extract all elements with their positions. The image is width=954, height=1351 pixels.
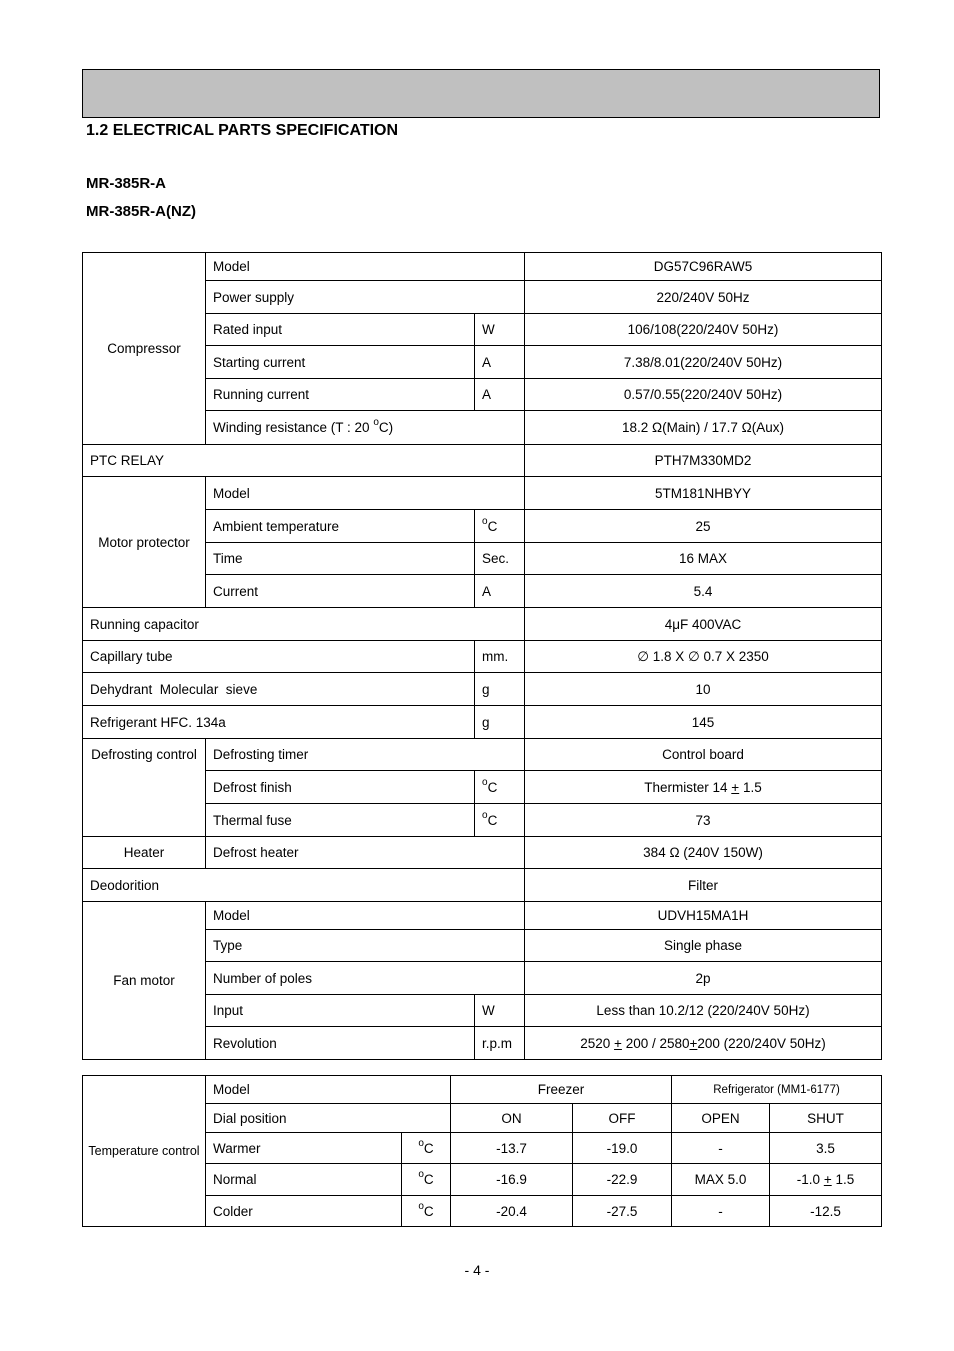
cell: MAX 5.0 — [672, 1164, 770, 1196]
row-label: Colder — [206, 1196, 402, 1227]
row-label: Number of poles — [206, 962, 525, 995]
row-label: Power supply — [206, 281, 525, 314]
cell: -19.0 — [573, 1133, 672, 1164]
row-value: Single phase — [525, 930, 882, 962]
cell: -1.0 + 1.5 — [770, 1164, 882, 1196]
row-label: Time — [206, 543, 475, 575]
row-value: 5TM181NHBYY — [525, 477, 882, 510]
table-row — [83, 253, 882, 281]
row-value: Control board — [525, 739, 882, 771]
row-label: Defrosting timer — [206, 739, 525, 771]
row-group-label: Defrosting control — [83, 739, 206, 837]
row-unit: W — [475, 314, 525, 346]
row-unit: $^o$C — [475, 804, 525, 837]
table-row — [83, 902, 882, 930]
row-group-label: Fan motor — [83, 902, 206, 1060]
table-row — [83, 641, 882, 673]
row-label: Deodorition — [83, 869, 525, 902]
row-label: Capillary tube — [83, 641, 475, 673]
cell: -20.4 — [451, 1196, 573, 1227]
row-label: Thermal fuse — [206, 804, 475, 837]
row-group-label: Heater — [83, 837, 206, 869]
table-row — [83, 445, 882, 477]
row-label: Model — [206, 253, 525, 281]
table-row — [83, 1076, 882, 1104]
row-unit: $^o$C — [402, 1164, 451, 1196]
row-unit: $^o$C — [475, 771, 525, 804]
row-label: Type — [206, 930, 525, 962]
row-value: 106/108(220/240V 50Hz) — [525, 314, 882, 346]
row-value: PTH7M330MD2 — [525, 445, 882, 477]
header-bar — [82, 69, 880, 118]
row-label: Normal — [206, 1164, 402, 1196]
row-label: Warmer — [206, 1133, 402, 1164]
row-group-label: Temperature control — [83, 1076, 206, 1227]
row-value: 384 Ω (240V 150W) — [525, 837, 882, 869]
column-header: Freezer — [451, 1076, 672, 1104]
row-unit: $^o$C — [402, 1133, 451, 1164]
column-header: Refrigerator (MM1-6177) — [672, 1076, 882, 1104]
table-row — [83, 477, 882, 510]
cell: - — [672, 1196, 770, 1227]
row-unit: W — [475, 995, 525, 1027]
cell: -27.5 — [573, 1196, 672, 1227]
row-label: Revolution — [206, 1027, 475, 1060]
cell: -22.9 — [573, 1164, 672, 1196]
row-label: Running capacitor — [83, 608, 525, 641]
row-label: PTC RELAY — [83, 445, 525, 477]
row-label: Current — [206, 575, 475, 608]
table-row — [83, 608, 882, 641]
row-value: ∅ 1.8 X ∅ 0.7 X 2350 — [525, 641, 882, 673]
page-number: - 4 - — [464, 1262, 490, 1278]
row-value: 2p — [525, 962, 882, 995]
row-label: Rated input — [206, 314, 475, 346]
row-label: Defrost heater — [206, 837, 525, 869]
row-unit: g — [475, 706, 525, 739]
row-label: Dehydrant Molecular sieve — [83, 673, 475, 706]
temperature-control-table — [82, 1075, 882, 1227]
row-group-label: Compressor — [83, 253, 206, 445]
cell: 3.5 — [770, 1133, 882, 1164]
table-row — [83, 869, 882, 902]
row-value: 7.38/8.01(220/240V 50Hz) — [525, 346, 882, 379]
row-label: Defrost finish — [206, 771, 475, 804]
row-label: Input — [206, 995, 475, 1027]
row-value: 16 MAX — [525, 543, 882, 575]
model-name: MR-385R-A(NZ) — [86, 203, 196, 220]
row-label: Dial position — [206, 1104, 451, 1133]
row-value: UDVH15MA1H — [525, 902, 882, 930]
column-header: OPEN — [672, 1104, 770, 1133]
row-value: 0.57/0.55(220/240V 50Hz) — [525, 379, 882, 411]
row-value: DG57C96RAW5 — [525, 253, 882, 281]
row-unit: A — [475, 575, 525, 608]
row-value: 2520 + 200 / 2580+200 (220/240V 50Hz) — [525, 1027, 882, 1060]
row-value: 73 — [525, 804, 882, 837]
column-header: SHUT — [770, 1104, 882, 1133]
row-unit: $^o$C — [402, 1196, 451, 1227]
row-value: Filter — [525, 869, 882, 902]
row-unit: A — [475, 379, 525, 411]
table-row — [83, 673, 882, 706]
row-unit: Sec. — [475, 543, 525, 575]
cell: -13.7 — [451, 1133, 573, 1164]
section-title: 1.2 ELECTRICAL PARTS SPECIFICATION — [86, 122, 399, 139]
table-row — [83, 739, 882, 771]
row-value: 220/240V 50Hz — [525, 281, 882, 314]
cell: - — [672, 1133, 770, 1164]
row-value: 5.4 — [525, 575, 882, 608]
row-unit: r.p.m — [475, 1027, 525, 1060]
row-unit: g — [475, 673, 525, 706]
column-header: OFF — [573, 1104, 672, 1133]
row-label: Model — [206, 477, 525, 510]
row-label: Ambient temperature — [206, 510, 475, 543]
model-name: MR-385R-A — [86, 175, 167, 192]
row-value: 145 — [525, 706, 882, 739]
row-value: 25 — [525, 510, 882, 543]
row-label: Model — [206, 1076, 451, 1104]
row-label: Winding resistance (T : 20 $^o$C) — [206, 411, 525, 445]
cell: -16.9 — [451, 1164, 573, 1196]
table-row — [83, 837, 882, 869]
row-group-label: Motor protector — [83, 477, 206, 608]
cell: -12.5 — [770, 1196, 882, 1227]
row-value: 4μF 400VAC — [525, 608, 882, 641]
row-value: Thermister 14 + 1.5 — [525, 771, 882, 804]
row-label: Model — [206, 902, 525, 930]
row-label: Starting current — [206, 346, 475, 379]
row-unit: mm. — [475, 641, 525, 673]
row-value: 18.2 Ω(Main) / 17.7 Ω(Aux) — [525, 411, 882, 445]
row-value: Less than 10.2/12 (220/240V 50Hz) — [525, 995, 882, 1027]
electrical-spec-table — [82, 252, 882, 1060]
row-unit: A — [475, 346, 525, 379]
table-row — [83, 706, 882, 739]
column-header: ON — [451, 1104, 573, 1133]
row-unit: $^o$C — [475, 510, 525, 543]
row-label: Running current — [206, 379, 475, 411]
row-label: Refrigerant HFC. 134a — [83, 706, 475, 739]
row-value: 10 — [525, 673, 882, 706]
